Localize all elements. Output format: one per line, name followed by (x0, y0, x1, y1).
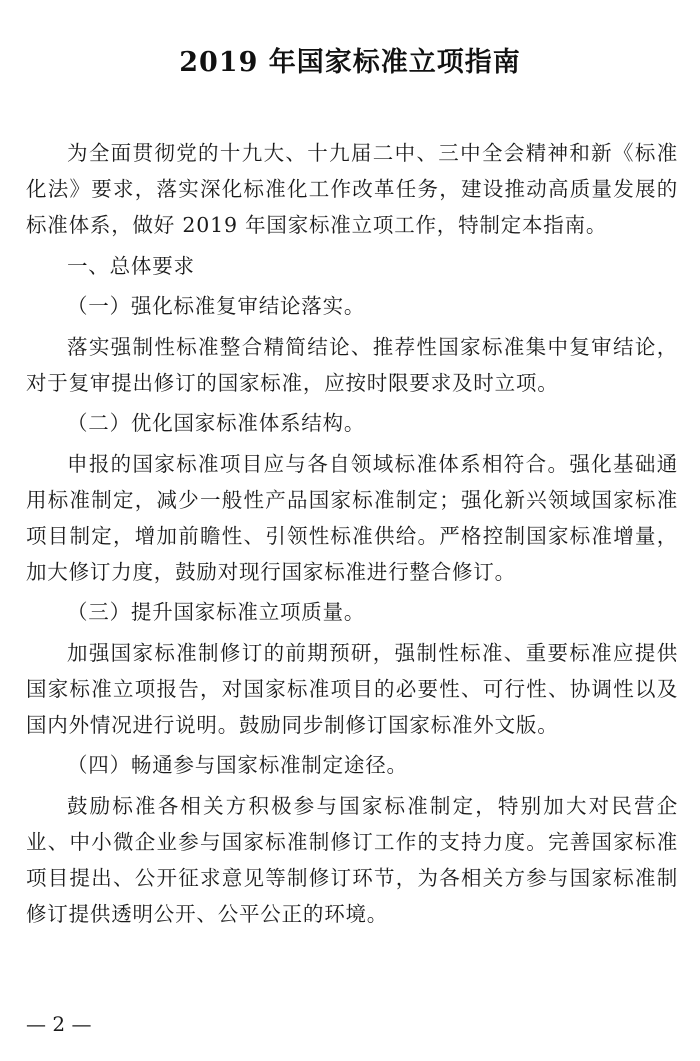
item-heading-4: （四）畅通参与国家标准制定途径。 (67, 753, 408, 777)
item-heading-3: （三）提升国家标准立项质量。 (67, 600, 366, 624)
item-heading-1: （一）强化标准复审结论落实。 (67, 294, 366, 318)
document-title: 2019 年国家标准立项指南 (179, 47, 521, 78)
item-body-3: 加强国家标准制修订的前期预研，强制性标准、重要标准应提供国家标准立项报告，对国家标准项目的必要性、可行性、协调性以及国内外情况进行说明。鼓励同步制修订国家标准外文版。 (26, 640, 678, 737)
item-body-2: 申报的国家标准项目应与各自领域标准体系相符合。强化基础通用标准制定，减少一般性产品国家标准制定；强化新兴领域国家标准项目制定，增加前瞻性、引领性标准供给。严格控制国家标准增量，加大修订力度，鼓励对现行国家标准进行整合修订。 (26, 451, 678, 584)
section-heading: 一、总体要求 (67, 253, 195, 278)
document-body (26, 135, 678, 936)
intro-paragraph: 为全面贯彻党的十九大、十九届二中、三中全会精神和新《标准化法》要求，落实深化标准化工作改革任务，建设推动高质量发展的标准体系，做好 2019 年国家标准立项工作，特制定本指南。 (26, 141, 678, 237)
item-body-1: 落实强制性标准整合精简结论、推荐性国家标准集中复审结论，对于复审提出修订的国家标准，应按时限要求及时立项。 (26, 334, 678, 395)
item-body-4: 鼓励标准各相关方积极参与国家标准制定，特别加大对民营企业、中小微企业参与国家标准制修订工作的支持力度。完善国家标准项目提出、公开征求意见等制修订环节，为各相关方参与国家标准制修订提供透明公开、公平公正的环境。 (26, 793, 678, 926)
item-heading-2: （二）优化国家标准体系结构。 (67, 411, 366, 435)
page-number: — 2 — (26, 1012, 92, 1036)
